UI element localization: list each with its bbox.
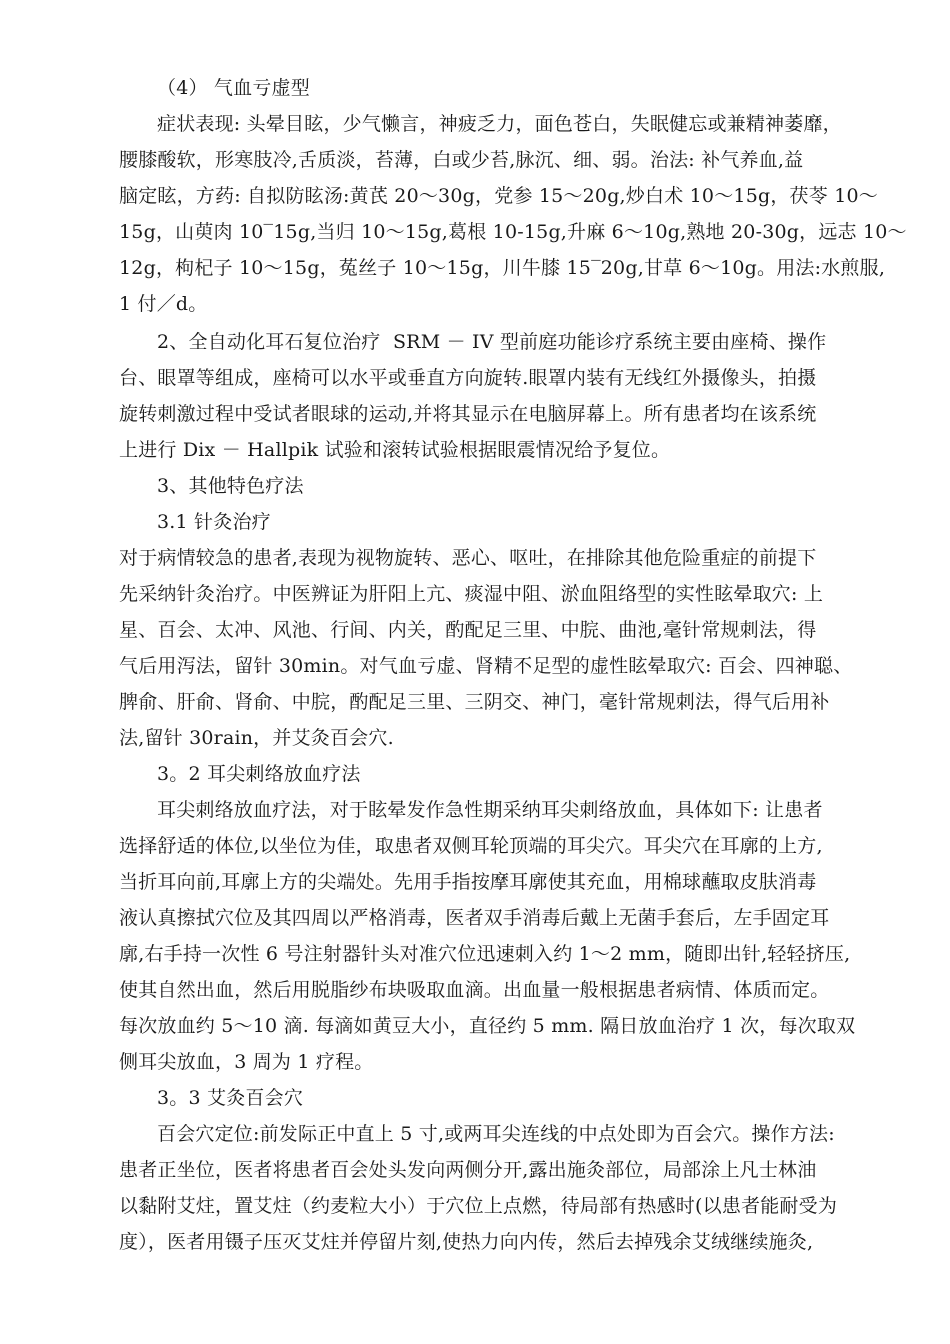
text-line: 廓,右手持一次性 6 号注射器针头对准穴位迅速刺入约 1～2 mm，随即出针,轻轻挤压, (119, 943, 851, 965)
text-line: 液认真擦拭穴位及其四周以严格消毒，医者双手消毒后戴上无菌手套后，左手固定耳 (119, 907, 830, 929)
text-line: 星、百会、太冲、风池、行间、内关，酌配足三里、中脘、曲池,毫针常规刺法，得 (119, 619, 817, 641)
text-line: 腰膝酸软，形寒肢冷,舌质淡，苔薄，白或少苔,脉沉、细、弱。治法: 补气养血,益 (119, 149, 804, 171)
text-line: 12g，枸杞子 10～15g，菟丝子 10～15g，川牛膝 15‾20g,甘草 6～10g。用法:水煎服, (119, 257, 886, 279)
text-line: 每次放血约 5～10 滴. 每滴如黄豆大小，直径约 5 mm. 隔日放血治疗 1 次，每次取双 (119, 1015, 856, 1037)
text-line: 选择舒适的体位,以坐位为佳，取患者双侧耳轮顶端的耳尖穴。耳尖穴在耳廓的上方, (119, 835, 823, 857)
text-line: 耳尖刺络放血疗法，对于眩晕发作急性期采纳耳尖刺络放血，具体如下: 让患者 (157, 799, 823, 821)
text-line: 当折耳向前,耳廓上方的尖端处。先用手指按摩耳廓使其充血，用棉球蘸取皮肤消毒 (119, 871, 817, 893)
text-line: 台、眼罩等组成，座椅可以水平或垂直方向旋转.眼罩内装有无线红外摄像头，拍摄 (119, 367, 817, 389)
subsection-heading: 3。3 艾灸百会穴 (157, 1087, 304, 1109)
text-line: 侧耳尖放血，3 周为 1 疗程。 (119, 1051, 374, 1073)
text-line: 度），医者用镊子压灭艾炷并停留片刻,使热力向内传，然后去掉残余艾绒继续施灸, (119, 1231, 814, 1253)
text-line: 旋转刺激过程中受试者眼球的运动,并将其显示在电脑屏幕上。所有患者均在该系统 (119, 403, 817, 425)
text-line: 2、全自动化耳石复位治疗 SRM － IV 型前庭功能诊疗系统主要由座椅、操作 (157, 331, 827, 353)
text-line: 先采纳针灸治疗。中医辨证为肝阳上亢、痰湿中阻、淤血阻络型的实性眩晕取穴: 上 (119, 583, 824, 605)
text-line: 对于病情较急的患者,表现为视物旋转、恶心、呕吐，在排除其他危险重症的前提下 (119, 547, 817, 569)
text-line: 法,留针 30rain，并艾灸百会穴. (119, 727, 394, 749)
text-line: 15g，山萸肉 10‾15g,当归 10～15g,葛根 10-15g,升麻 6～10g,熟地 20-30g，远志 10～ (119, 221, 907, 243)
text-line: 脾俞、肝俞、肾俞、中脘，酌配足三里、三阴交、神门，毫针常规刺法，得气后用补 (119, 691, 830, 713)
section-heading: （4） 气血亏虚型 (157, 77, 310, 99)
text-line: 症状表现: 头晕目眩，少气懒言，神疲乏力，面色苍白，失眠健忘或兼精神萎靡， (157, 113, 842, 135)
subsection-heading: 3.1 针灸治疗 (157, 511, 271, 533)
section-heading: 3、其他特色疗法 (157, 475, 304, 497)
text-line: 使其自然出血，然后用脱脂纱布块吸取血滴。出血量一般根据患者病情、体质而定。 (119, 979, 830, 1001)
text-line: 患者正坐位，医者将患者百会处头发向两侧分开,露出施灸部位，局部涂上凡士林油 (119, 1159, 817, 1181)
text-line: 百会穴定位:前发际正中直上 5 寸,或两耳尖连线的中点处即为百会穴。操作方法: (157, 1123, 835, 1145)
text-line: 以黏附艾炷，置艾炷（约麦粒大小）于穴位上点燃，待局部有热感时(以患者能耐受为 (119, 1195, 838, 1217)
text-line: 1 付／d。 (119, 293, 208, 315)
text-line: 气后用泻法，留针 30min。对气血亏虚、肾精不足型的虚性眩晕取穴: 百会、四神聪、 (119, 655, 853, 677)
subsection-heading: 3。2 耳尖刺络放血疗法 (157, 763, 361, 785)
text-line: 上进行 Dix － Hallpik 试验和滚转试验根据眼震情况给予复位。 (119, 439, 671, 461)
text-line: 脑定眩，方药: 自拟防眩汤:黄芪 20～30g，党参 15～20g,炒白术 10～15g，茯苓 10～ (119, 185, 878, 207)
